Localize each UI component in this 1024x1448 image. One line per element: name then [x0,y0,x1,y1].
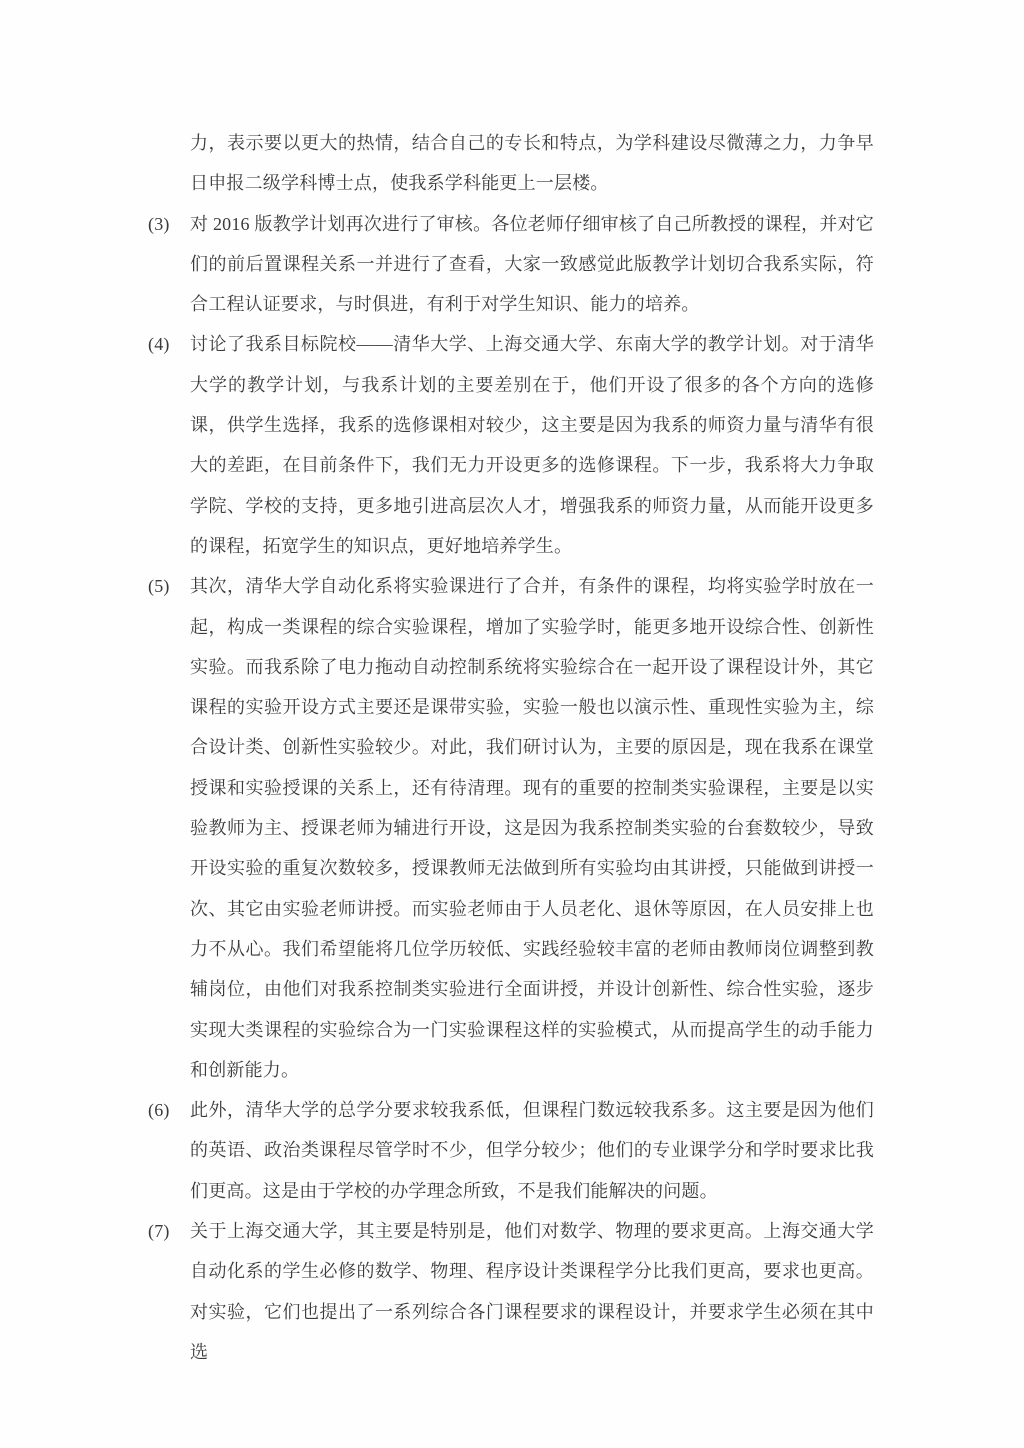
list-item [148,1090,874,1211]
item-text: 此外，清华大学的总学分要求较我系低，但课程门数远较我系多。这主要是因为他们的英语、政治类课程尽管学时不少，但学分较少；他们的专业课学分和学时要求比我们更高。这是由于学校的办学理念所致，不是我们能解决的问题。 [190,1100,874,1201]
item-number: (3) [148,213,170,234]
list-item [148,1211,874,1372]
item-text: 其次，清华大学自动化系将实验课进行了合并，有条件的课程，均将实验学时放在一起，构成一类课程的综合实验课程，增加了实验学时，能更多地开设综合性、创新性实验。而我系除了电力拖动自动控制系统将实验综合在一起开设了课程设计外，其它课程的实验开设方式主要还是课带实验，实验一般也以演示性、重现性实验为主，综合设计类、创新性实验较少。对此，我们研讨认为，主要的原因是，现在我系在课堂授课和实验授课的关系上，还有待清理。现有的重要的控制类实验课程，主要是以实验教师为主、授课老师为辅进行开设，这是因为我系控制类实验的台套数较少，导致开设实验的重复次数较多，授课教师无法做到所有实验均由其讲授，只能做到讲授一次、其它由实验老师讲授。而实验老师由于人员老化、退休等原因，在人员安排上也力不从心。我们希望能将几位学历较低、实践经验较丰富的老师由教师岗位调整到教辅岗位，由他们对我系控制类实验进行全面讲授，并设计创新性、综合性实验，逐步实现大类课程的实验综合为一门实验课程这样的实验模式，从而提高学生的动手能力和创新能力。 [190,576,874,1080]
paragraph-continuation: 力，表示要以更大的热情，结合自己的专长和特点，为学科建设尽微薄之力，力争早日申报二级学科博士点，使我系学科能更上一层楼。 [190,133,874,194]
list-item [148,324,874,566]
item-text: 讨论了我系目标院校——清华大学、上海交通大学、东南大学的教学计划。对于清华大学的教学计划，与我系计划的主要差别在于，他们开设了很多的各个方向的选修课，供学生选择，我系的选修课相对较少，这主要是因为我系的师资力量与清华有很大的差距，在目前条件下，我们无力开设更多的选修课程。下一步，我系将大力争取学院、学校的支持，更多地引进高层次人才，增强我系的师资力量，从而能开设更多的课程，拓宽学生的知识点，更好地培养学生。 [190,334,874,556]
item-number: (7) [148,1221,170,1242]
item-number: (6) [148,1100,170,1121]
list-item [148,204,874,325]
item-text: 对 2016 版教学计划再次进行了审核。各位老师仔细审核了自己所教授的课程，并对它们的前后置课程关系一并进行了查看，大家一致感觉此版教学计划切合我系实际，符合工程认证要求，与时俱进，有利于对学生知识、能力的培养。 [190,213,874,315]
item-text: 关于上海交通大学，其主要是特别是，他们对数学、物理的要求更高。上海交通大学自动化系的学生必修的数学、物理、程序设计类课程学分比我们更高，要求也更高。对实验，它们也提出了一系列综合各门课程要求的课程设计，并要求学生必须在其中选 [190,1221,874,1362]
list-item [148,566,874,1090]
item-number: (4) [148,334,170,355]
item-number: (5) [148,576,170,597]
